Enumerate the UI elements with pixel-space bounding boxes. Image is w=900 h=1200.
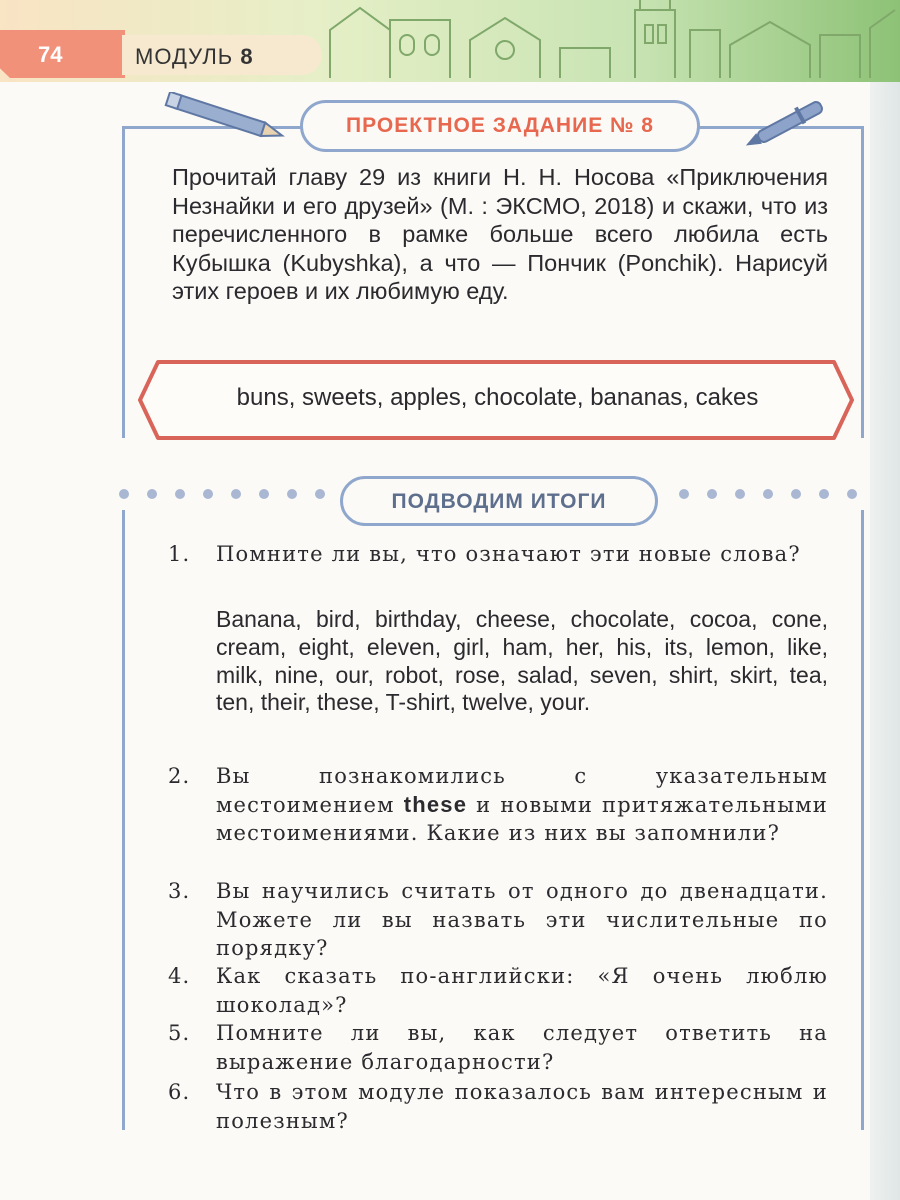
page-number-tab [0, 30, 125, 78]
question-text: Что в этом модуле показалось вам интересным и полезным? [216, 1080, 828, 1133]
pen-icon [740, 92, 840, 152]
project-title: ПРОЕКТНОЕ ЗАДАНИЕ № 8 [346, 114, 654, 137]
summary-title: ПОДВОДИМ ИТОГИ [391, 490, 607, 513]
question-number: 2. [168, 764, 191, 788]
question-text: Вы научились считать от одного до двенадцати. Можете ли вы назвать эти числительные по порядку? [216, 879, 828, 960]
page-number: 74 [38, 42, 63, 67]
highlighted-word: these [403, 791, 468, 817]
module-heading [135, 44, 254, 70]
question-text: Как сказать по-английски: «Я очень люблю шоколад»? [216, 964, 828, 1017]
question-number: 6. [168, 1080, 191, 1104]
question-6 [168, 1078, 828, 1136]
city-illustration [290, 0, 900, 78]
question-text [216, 762, 828, 848]
module-number: 8 [240, 44, 254, 69]
question-number: 4. [168, 964, 191, 988]
question-text: Помните ли вы, что означают эти новые слова? [216, 542, 801, 566]
next-page-edge [870, 82, 900, 1200]
food-list: buns, sweets, apples, chocolate, bananas, cakes [236, 384, 759, 411]
dotted-rule-left [118, 486, 338, 502]
question-3 [168, 877, 828, 963]
question-number: 5. [168, 1021, 191, 1045]
question-text-part: Вы познакомились с указательным местоимением [216, 764, 828, 817]
question-number: 1. [168, 542, 191, 566]
pencil-icon [160, 92, 290, 142]
vocabulary-list: Banana, bird, birthday, cheese, chocolate, cocoa, cone, cream, eight, eleven, girl, ham, her, his, its, lemon, like, milk, nine, our, robot, rose, salad, seven, shirt, skirt, tea, ten, their, these, T-shirt, twelve, your. [216, 606, 828, 716]
question-5 [168, 1019, 828, 1077]
question-text-part: и новыми притяжательными местоимениями. Какие из них вы запомнили? [216, 792, 828, 845]
question-1 [168, 540, 828, 600]
project-text: Прочитай главу 29 из книги Н. Н. Носова «Приключения Незнайки и его друзей» (М. : ЭКСМО, 2018) и скажи, что из перечисленного в рамке больше всего любила есть Кубышка (Kubyshka), а что — Пончик (Ponchik). Нарисуй этих героев и их любимую еду. [172, 164, 828, 304]
question-4 [168, 962, 828, 1020]
question-text: Помните ли вы, как следует ответить на выражение благодарности? [216, 1021, 828, 1074]
question-2 [168, 762, 828, 877]
question-number: 3. [168, 879, 191, 903]
dotted-rule-right [672, 486, 872, 502]
module-label: МОДУЛЬ [135, 44, 234, 69]
